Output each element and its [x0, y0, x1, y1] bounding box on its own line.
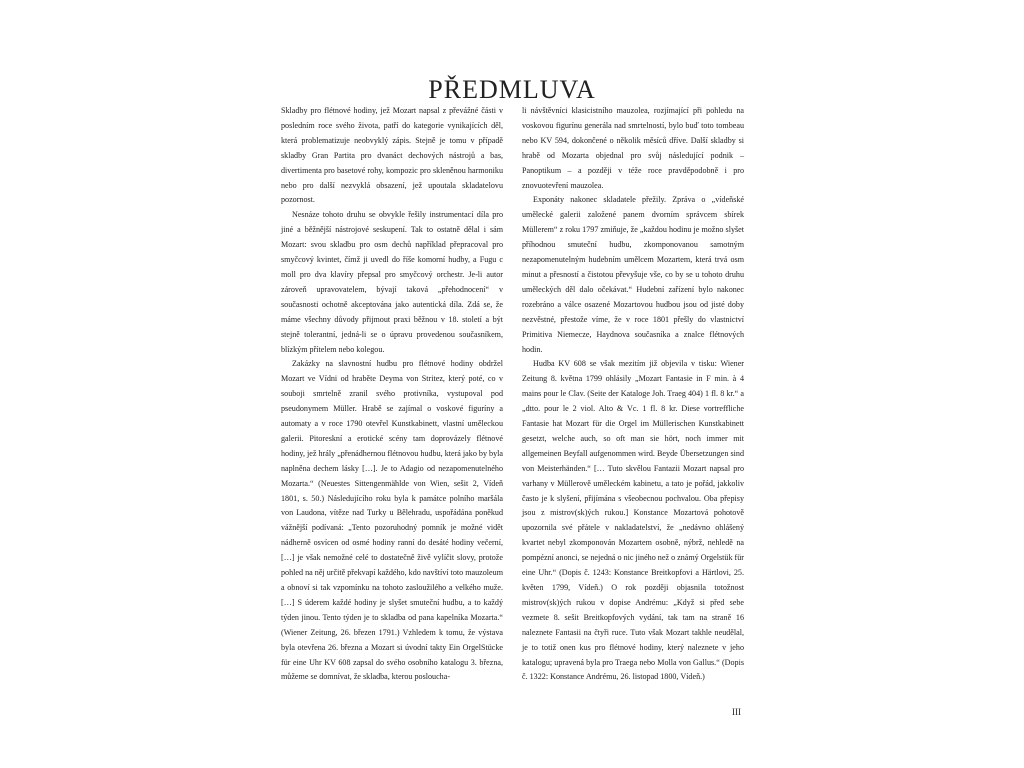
page-number: III [732, 707, 741, 717]
left-column [281, 104, 503, 685]
paragraph: Zakázky na slavnostní hudbu pro flétnové hodiny obdržel Mozart ve Vídni od hraběte Deyma von Stritez, který poté, co v souboji smrtelně zranil svého protivníka, vystupoval pod pseudonymem Müller. Hrabě se zajímal o voskové figuríny a automaty a v roce 1790 otevřel Kunstkabinett, vlastní uměleckou galerii. Pitoreskní a erotické scény tam doprovázely flétnové hodiny, jež hrály „přenádhernou flétnovou hudbu, která jako by byla naplněna dechem lásky […]. Je to Adagio od nezapomenutelného Mozarta.“ (Neuestes Sittengenmählde von Wien, sešit 2, Vídeň 1801, s. 50.) Následujícího roku byla k památce polního maršála von Laudona, vítěze nad Turky u Bělehradu, uspořádána poněkud vážnější podívaná: „Tento pozoruhodný pomník je možné vidět nádherně osvícen od osmé hodiny ranní do desáté hodiny večerní, […] je však nemožné celé to dostatečně živě vylíčit slovy, protože pohled na něj určitě překvapí každého, kdo navštíví toto mauzoleum a obnoví si tak vzpomínku na tohoto zasloužilého a velkého muže. […] S úderem každé hodiny je slyšet smuteční hudbu, a to každý týden jinou. Tento týden je to skladba od pana kapelníka Mozarta.“ (Wiener Zeitung, 26. březen 1791.) Vzhledem k tomu, že výstava byla otevřena 26. března a Mozart si úvodní takty Ein OrgelStücke für eine Uhr KV 608 zapsal do svého osobního katalogu 3. března, můžeme se domnívat, že skladba, kterou posloucha- [281, 359, 503, 682]
paragraph: Skladby pro flétnové hodiny, jež Mozart napsal z převážné části v posledním roce svého života, patří do kategorie vynikajících děl, která problematizuje neobvyklý zápis. Stejně je tomu v případě skladby Gran Partita pro dvanáct dechových nástrojů a bas, divertimenta pro basetové rohy, kompozic pro skleněnou harmoniku nebo pro další nezvyklá obsazení, jež upoutala skladatelovu pozornost. [281, 106, 503, 205]
paragraph: Exponáty nakonec skladatele přežily. Zpráva o „vídeňské umělecké galerii založené panem dvorním správcem sbírek Müllerem“ z roku 1797 zmiňuje, že „každou hodinu je možno slyšet příhodnou smuteční hudbu, zkomponovanou samotným nezapomenutelným hudebním umělcem Mozartem, která trvá osm minut a přesností a čistotou převyšuje vše, co by se u tohoto druhu uměleckých děl dalo očekávat.“ Hudební zařízení bylo nakonec rozebráno a válce osazené Mozartovou hudbou jsou od jisté doby nezvěstné, přestože víme, že v roce 1801 přešly do vlastnictví Primitiva Niemecze, Haydnova současníka a znalce flétnových hodin. [522, 195, 744, 354]
right-column [522, 104, 744, 685]
paragraph: li návštěvníci klasicistního mauzolea, rozjímající při pohledu na voskovou figurínu generála nad smrtelností, bylo buď toto tombeau nebo KV 594, dokončené o několik měsíců dříve. Další skladby si hrabě od Mozarta objednal pro svůj následující podnik – Panoptikum – a později v téže roce pravděpodobně i pro znovuotevření mauzolea. [522, 106, 744, 190]
paragraph: Nesnáze tohoto druhu se obvykle řešily instrumentací díla pro jiné a běžnější nástrojové seskupení. Tak to ostatně dělal i sám Mozart: svou skladbu pro osm dechů například přepracoval pro smyčcový kvintet, čímž ji uvedl do říše komorní hudby, a Fugu c moll pro dva klavíry přepsal pro smyčcový orchestr. Je-li autor zároveň upravovatelem, bývají taková „přehodnocení“ v současnosti ochotně akceptována jako autentická díla. Zdá se, že máme všechny důvody přijmout praxi běžnou v 18. století a být stejně tolerantní, jedná-li se o úpravu provedenou současníkem, blízkým přítelem nebo kolegou. [281, 210, 503, 354]
page-title: PŘEDMLUVA [428, 75, 596, 105]
paragraph: Hudba KV 608 se však mezitím již objevila v tisku: Wiener Zeitung 8. května 1799 ohlásily „Mozart Fantasie in F min. à 4 mains pour le Clav. (Seite der Kataloge Joh. Traeg 404) 1 fl. 8 kr.“ a „dtto. pour le 2 viol. Alto & Vc. 1 fl. 8 kr. Diese vortreffliche Fantasie hat Mozart für die Orgel im Müllerischen Kunstkabinett gesetzt, welche auch, so oft man sie hört, noch immer mit allgemeinen Beyfall aufgenommen wird. Beyde Übersetzungen sind von Meisterhänden.“ [… Tuto skvělou Fantazii Mozart napsal pro varhany v Müllerově uměleckém kabinetu, a tato je pořád, jakkoliv často je k slyšení, přijímána s všeobecnou pochvalou. Oba přepisy jsou z mistrov(sk)ých rukou.] Konstance Mozartová pohotově upozornila své přátele v nakladatelství, že „nedávno ohlášený kvartet nebyl zkomponován Mozartem osobně, nýbrž, nehledě na pompézní anonci, se nejedná o nic jiného než o známý Orgelstük für eine Uhr.“ (Dopis č. 1243: Konstance Breitkopfovi a Härtlovi, 25. květen 1799, Vídeň.) O rok později objasnila totožnost mistrov(sk)ých rukou v dopise Andrému: „Když si před sebe vezmete 8. sešit Breitkopfových vydání, tak tam na straně 16 naleznete Fantasii na čtyři ruce. Tuto však Mozart takhle neudělal, je to totiž onen kus pro flétnové hodiny, který naleznete v jeho katalogu; upravená byla pro Traega nebo Molla von Gallus.“ (Dopis č. 1322: Konstance Andrému, 26. listopad 1800, Vídeň.) [522, 359, 744, 682]
